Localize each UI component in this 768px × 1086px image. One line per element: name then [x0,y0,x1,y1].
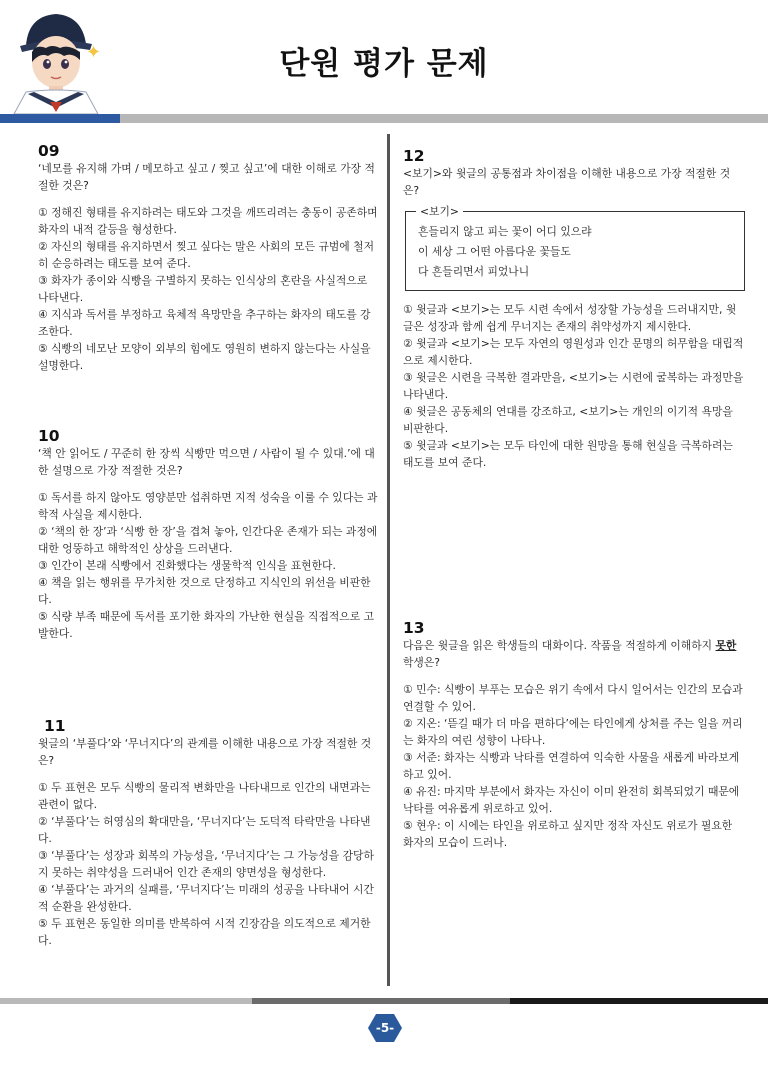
question-number: 11 [44,717,66,735]
sparkle-icon: ✦ [86,42,102,63]
bogi-box [405,205,745,291]
answer-option[interactable]: ② ‘부풀다’는 허영심의 확대만을, ‘무너지다’는 도덕적 타락만을 나타낸다. [38,815,371,845]
bogi-line: 이 세상 그 어떤 아름다운 꽃들도 [418,245,571,258]
footer-rule [0,998,252,1004]
answer-option[interactable]: ⑤ 식량 부족 때문에 독서를 포기한 화자의 가난한 현실을 직접적으로 고발한다. [38,610,375,640]
answer-option[interactable]: ① 윗글과 <보기>는 모두 시련 속에서 성장할 가능성을 드러내지만, 윗글은 성장과 함께 쉽게 무너지는 존재의 취약성까지 제시한다. [403,303,737,333]
column-divider [387,134,390,986]
answer-option[interactable]: ④ 책을 읽는 행위를 무가치한 것으로 단정하고 지식인의 위선을 비판한다. [38,576,371,606]
question-12 [403,148,745,471]
answer-option[interactable]: ③ 서준: 화자는 식빵과 낙타를 연결하여 익숙한 사물을 새롭게 바라보게 하고 있어. [403,751,740,781]
footer-rule [252,998,510,1004]
answer-option[interactable]: ① 정해진 형태를 유지하려는 태도와 그것을 깨뜨리려는 충동이 공존하며 화자의 내적 갈등을 형성한다. [38,206,378,236]
question-stem: ‘네모를 유지해 가며 / 메모하고 싶고 / 찢고 싶고’에 대한 이해로 가장 적절한 것은? [38,162,375,192]
answer-option[interactable]: ⑤ 두 표현은 동일한 의미를 반복하여 시적 긴장감을 의도적으로 제거한다. [38,917,371,947]
question-11 [38,718,380,949]
answer-option[interactable]: ④ 윗글은 공동체의 연대를 강조하고, <보기>는 개인의 이기적 욕망을 비판한다. [403,405,733,435]
question-number: 09 [38,142,60,160]
page-number: -5- [375,1021,395,1035]
answer-option[interactable]: ④ ‘부풀다’는 과거의 실패를, ‘무너지다’는 미래의 성공을 나타내어 시간적 순환을 완성한다. [38,883,374,913]
answer-option[interactable]: ② 자신의 형태를 유지하면서 찢고 싶다는 말은 사회의 모든 규범에 철저히 순응하려는 태도를 보여 준다. [38,240,375,270]
question-number: 10 [38,427,60,445]
page-title: 단원 평가 문제 [279,46,489,82]
bogi-line: 다 흔들리면서 피었나니 [418,265,530,278]
answer-option[interactable]: ① 독서를 하지 않아도 영양분만 섭취하면 지적 성숙을 이룰 수 있다는 과학적 사실을 제시한다. [38,491,378,521]
answer-option[interactable]: ④ 지식과 독서를 부정하고 육체적 욕망만을 추구하는 화자의 태도를 강조한다. [38,308,371,338]
bogi-label: <보기> [416,203,463,220]
page-header [0,0,768,124]
question-stem: ‘책 안 읽어도 / 꾸준히 한 장씩 식빵만 먹으면 / 사람이 될 수 있대.’에 대한 설명으로 가장 적절한 것은? [38,447,375,477]
question-number: 13 [403,619,425,637]
answer-option[interactable]: ③ 화자가 종이와 식빵을 구별하지 못하는 인식상의 혼란을 사실적으로 나타낸다. [38,274,368,304]
answer-option[interactable]: ⑤ 식빵의 네모난 모양이 외부의 힘에도 영원히 변하지 않는다는 사실을 설명한다. [38,342,371,372]
answer-option[interactable]: ③ ‘부풀다’는 성장과 회복의 가능성을, ‘무너지다’는 그 가능성을 감당하지 못하는 취약성을 드러내어 인간 존재의 양면성을 형성한다. [38,849,374,879]
stem-text: 다음은 윗글을 읽은 학생들의 대화이다. 작품을 적절하게 이해하지 [403,639,716,652]
answer-option[interactable]: ④ 유진: 마지막 부분에서 화자는 자신이 이미 완전히 회복되었기 때문에 낙타를 여유롭게 위로하고 있어. [403,785,740,815]
answer-option[interactable]: ② ‘책의 한 장’과 ‘식빵 한 장’을 겹쳐 놓아, 인간다운 존재가 되는 과정에 대한 엉뚱하고 해학적인 상상을 드러낸다. [38,525,378,555]
stem-text: 학생은? [403,656,441,669]
answer-option[interactable]: ③ 윗글은 시련을 극복한 결과만을, <보기>는 시련에 굴복하는 과정만을 나타낸다. [403,371,744,401]
question-13 [403,620,745,851]
bogi-line: 흔들리지 않고 피는 꽃이 어디 있으랴 [418,225,592,238]
answer-option[interactable]: ⑤ 현우: 이 시에는 타인을 위로하고 싶지만 정작 자신도 위로가 필요한 화자의 모습이 드러나. [403,819,733,849]
answer-option[interactable]: ① 두 표현은 모두 식빵의 물리적 변화만을 나타내므로 인간의 내면과는 관련이 없다. [38,781,371,811]
question-stem [403,637,745,671]
answer-option[interactable]: ⑤ 윗글과 <보기>는 모두 타인에 대한 원망을 통해 현실을 극복하려는 태도를 보여 준다. [403,439,733,469]
footer-rule [510,998,768,1004]
answer-option[interactable]: ① 민수: 식빵이 부푸는 모습은 위기 속에서 다시 일어서는 인간의 모습과 연결할 수 있어. [403,683,743,713]
answer-option[interactable]: ③ 인간이 본래 식빵에서 진화했다는 생물학적 인식을 표현한다. [38,559,336,572]
question-stem: <보기>와 윗글의 공통점과 차이점을 이해한 내용으로 가장 적절한 것은? [403,167,731,197]
question-stem: 윗글의 ‘부풀다’와 ‘무너지다’의 관계를 이해한 내용으로 가장 적절한 것은? [38,737,372,767]
answer-option[interactable]: ② 지온: ‘뜯길 때가 더 마음 편하다’에는 타인에게 상처를 주는 일을 꺼리는 화자의 여린 성향이 나타나. [403,717,743,747]
header-accent-bar [0,114,120,123]
stem-emphasis: 못한 [715,639,737,652]
question-number: 12 [403,147,425,165]
header-rule [120,114,768,123]
answer-option[interactable]: ② 윗글과 <보기>는 모두 자연의 영원성과 인간 문명의 허무함을 대립적으로 제시한다. [403,337,744,367]
question-09 [38,143,380,374]
question-10 [38,428,380,642]
